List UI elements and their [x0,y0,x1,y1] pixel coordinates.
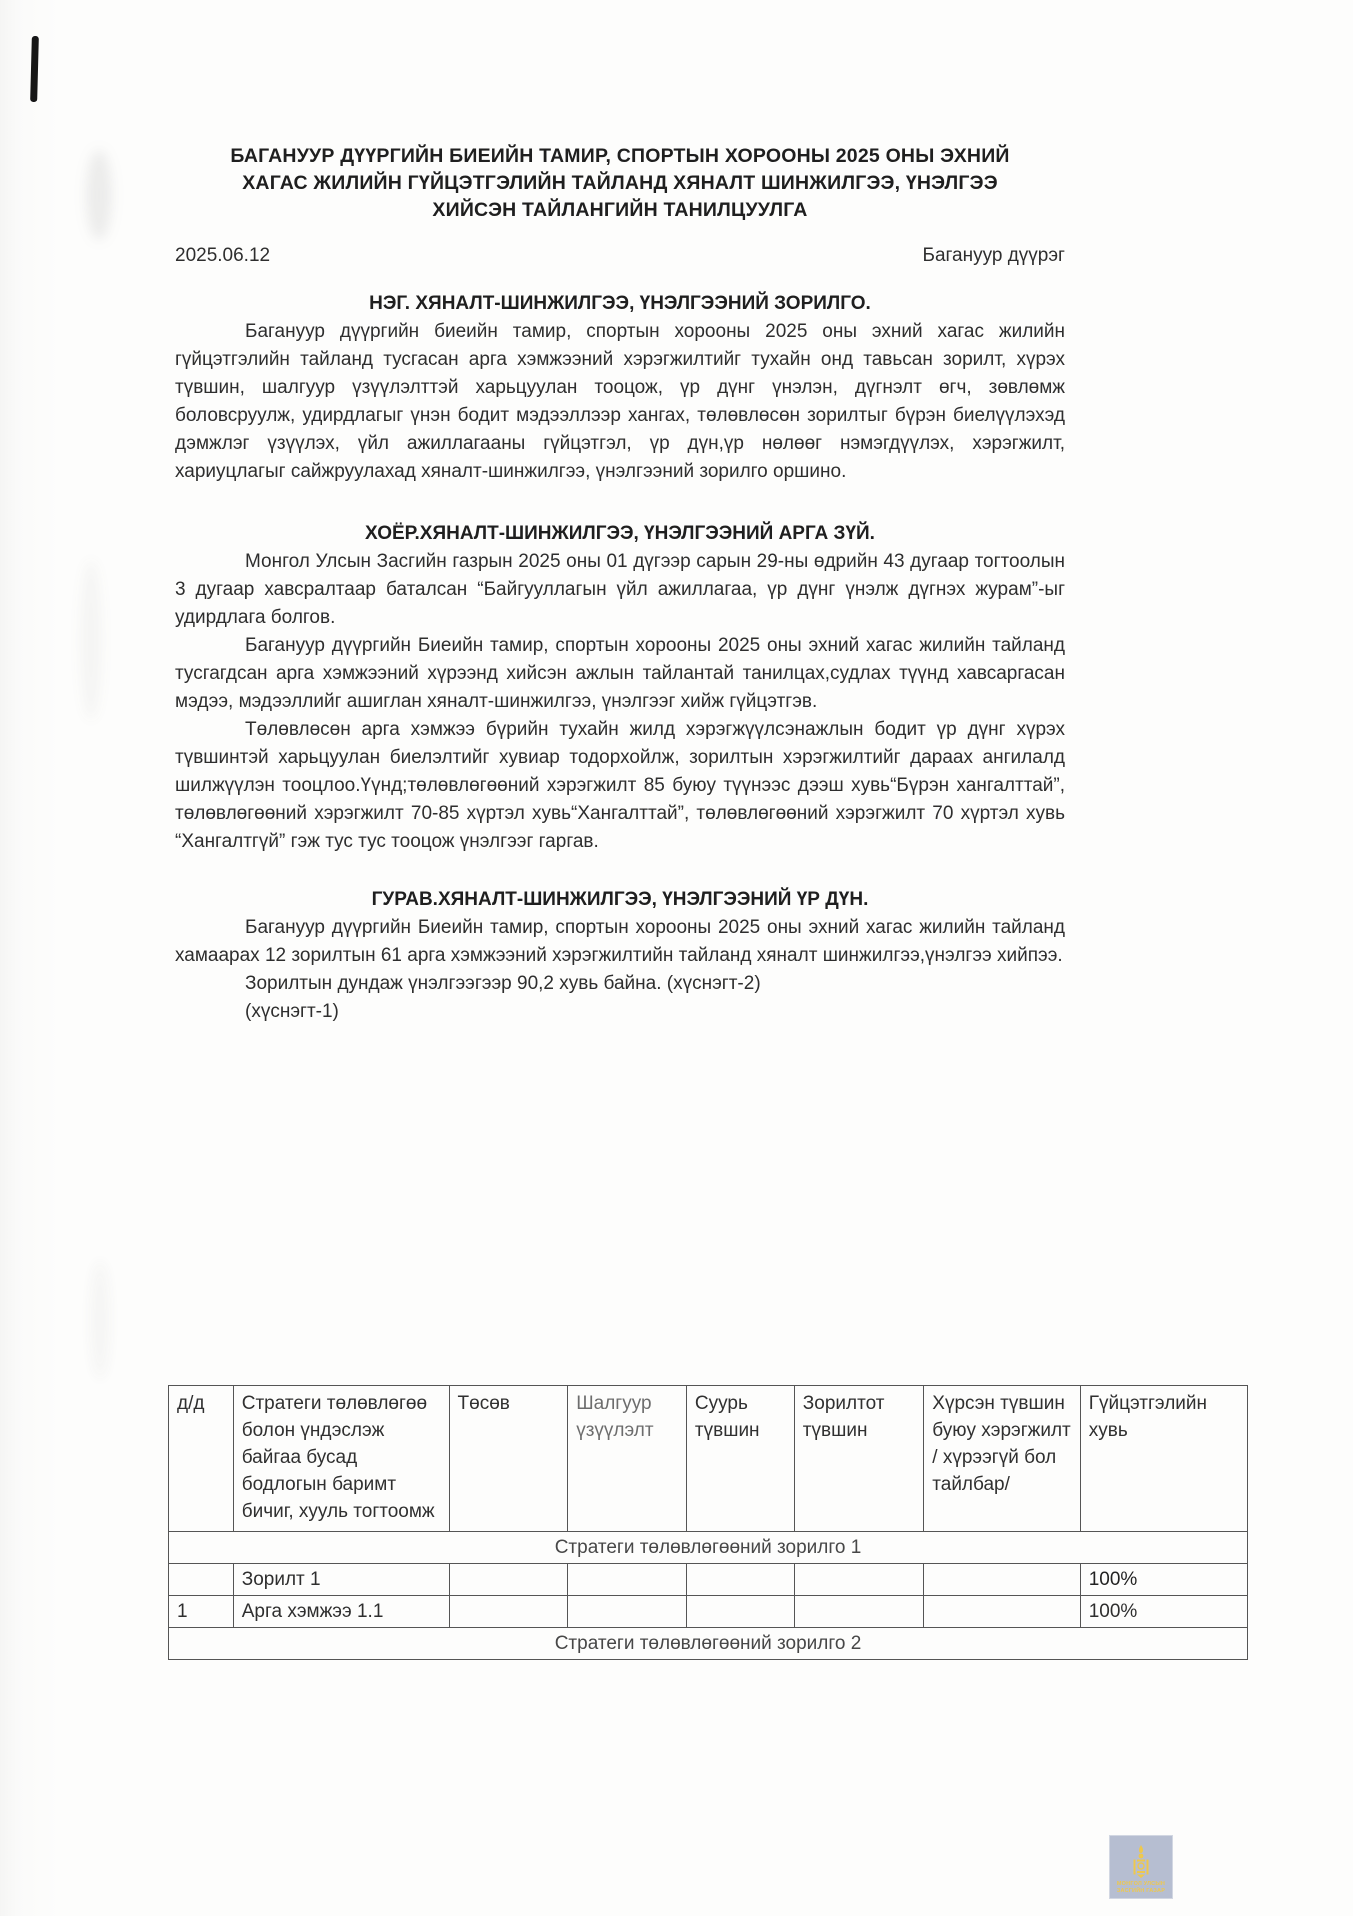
table-section-row [169,1628,1248,1660]
cell-index [169,1564,234,1596]
col-header-target: Зорилтот түвшин [794,1386,923,1532]
col-header-strategy: Стратеги төлөвлөгөө болон үндэслэж байгаа бусад бодлогын баримт бичиг, хууль тогтоомж [233,1386,449,1532]
cell-strategy: Зорилт 1 [233,1564,449,1596]
cell-criteria [568,1596,687,1628]
cell-achieved [924,1564,1080,1596]
scan-smudge [90,1260,110,1380]
table-row [169,1596,1248,1628]
cell-baseline [686,1596,794,1628]
table-header-row [169,1386,1248,1532]
scan-smudge [80,560,102,720]
col-header-achieved: Хүрсэн түвшин буюу хэрэгжилт / хүрээгүй бол тайлбар/ [924,1386,1080,1532]
cell-target [794,1564,923,1596]
scan-ink-mark [30,36,39,102]
document-date: 2025.06.12 [175,245,271,266]
scan-smudge [86,150,112,240]
paragraph: Багануур дүүргийн Биеийн тамир, спортын хорооны 2025 оны эхний хагас жилийн тайланд тусгагдсан арга хэмжээний хүрээнд хийсэн ажлын тайлантай танилцах,судлах түүнд хавсаргасан мэдээ, мэдээллийг ашиглан хяналт-шинжилгээ, үнэлгээг хийж гүйцэтгэв. [175,635,1065,712]
document-location: Багануур дүүрэг [922,245,1065,266]
col-header-baseline: Суурь түвшин [686,1386,794,1532]
logo-text-line2: ЗАСГИЙН ГАЗАР [1116,1887,1166,1894]
table-row [169,1564,1248,1596]
paragraph: Монгол Улсын Засгийн газрын 2025 оны 01 дүгээр сарын 29-ны өдрийн 43 дугаар тогтоолын 3 дугаар хавсралтаар баталсан “Байгууллагын үйл ажиллагаа, үр дүнг үнэлж дүгнэх журам”-ыг удирдлага болгов. [175,551,1065,628]
paragraph: Зорилтын дундаж үнэлгээгээр 90,2 хувь байна. (хүснэгт-2) [245,973,761,994]
cell-budget [449,1564,568,1596]
cell-achieved [924,1596,1080,1628]
government-watermark-logo [1110,1836,1172,1898]
logo-text-line1: МОНГОЛ УЛСЫН [1116,1881,1166,1887]
soyombo-icon [1131,1845,1151,1879]
cell-index: 1 [169,1596,234,1628]
section-heading-2: ХОЁР.ХЯНАЛТ-ШИНЖИЛГЭЭ, ҮНЭЛГЭЭНИЙ АРГА ЗҮЙ. [365,523,875,544]
date-row [175,242,1065,270]
cell-performance: 100% [1080,1564,1247,1596]
section-row-label: Стратеги төлөвлөгөөний зорилго 2 [169,1628,1248,1660]
col-header-performance: Гүйцэтгэлийн хувь [1080,1386,1247,1532]
cell-strategy: Арга хэмжээ 1.1 [233,1596,449,1628]
paragraph: Төлөвлөсөн арга хэмжээ бүрийн тухайн жилд хэрэгжүүлсэнажлын бодит үр дүнг хүрэх түвшинтэй харьцуулан биелэлтийг хувиар тодорхойлж, зорилтын хэрэгжилтийг дараах ангилалд шилжүүлэн тооцлоо.Үүнд;төлөвлөгөөний хэрэгжилт 85 буюу түүнээс дээш хувь“Бүрэн хангалттай”, төлөвлөгөөний хэрэгжилт 70-85 хүртэл хувь“Хангалттай”, төлөвлөгөөний хэрэгжилт 70 хүртэл хувь “Хангалтгүй” гэж тус тус тооцож үнэлгээг гаргав. [175,719,1065,852]
section-row-label: Стратеги төлөвлөгөөний зорилго 1 [169,1532,1248,1564]
evaluation-table [168,1385,1248,1660]
col-header-index: д/д [169,1386,234,1532]
cell-target [794,1596,923,1628]
paragraph: Багануур дүүргийн биеийн тамир, спортын хорооны 2025 оны эхний хагас жилийн гүйцэтгэлийн тайланд тусгасан арга хэмжээний хэрэгжилтийг тухайн онд тавьсан зорилт, хүрэх түвшин, шалгуур үзүүлэлттэй харьцуулан тооцож, үр дүнг үнэлэн, дүгнэлт өгч, зөвлөмж боловсруулж, удирдлагыг үнэн бодит мэдээллээр хангах, төлөвлөсөн зорилтыг бүрэн биелүүлэхэд дэмжлэг үзүүлэх, үйл ажиллагааны гүйцэтгэл, үр дүн,үр нөлөөг нэмэгдүүлэх, хэрэгжилт, хариуцлагыг сайжруулахад хяналт-шинжилгээ, үнэлгээний зорилго оршино. [175,321,1065,482]
document-content [175,143,1065,1026]
cell-performance: 100% [1080,1596,1247,1628]
cell-criteria [568,1564,687,1596]
logo-text [1117,1881,1165,1898]
section-heading-1: НЭГ. ХЯНАЛТ-ШИНЖИЛГЭЭ, ҮНЭЛГЭЭНИЙ ЗОРИЛГО. [369,293,871,314]
table-label: (хүснэгт-1) [245,1001,339,1022]
cell-budget [449,1596,568,1628]
document-title: БАГАНУУР ДҮҮРГИЙН БИЕИЙН ТАМИР, СПОРТЫН ХОРООНЫ 2025 ОНЫ ЭХНИЙ ХАГАС ЖИЛИЙН ГҮЙЦЭТГЭЛИЙН ТАЙЛАНД ХЯНАЛТ ШИНЖИЛГЭЭ, ҮНЭЛГЭЭ ХИЙСЭН ТАЙЛАНГИЙН ТАНИЛЦУУЛГА [230,145,1010,221]
col-header-budget: Төсөв [449,1386,568,1532]
table-section-row [169,1532,1248,1564]
paragraph: Багануур дүүргийн Биеийн тамир, спортын хорооны 2025 оны эхний хагас жилийн тайланд хамаарах 12 зорилтын 61 арга хэмжээний хэрэгжилтийн тайланд хяналт шинжилгээ,үнэлгээ хийпээ. [175,917,1065,966]
section-heading-3: ГУРАВ.ХЯНАЛТ-ШИНЖИЛГЭЭ, ҮНЭЛГЭЭНИЙ ҮР ДҮН. [371,889,869,910]
cell-baseline [686,1564,794,1596]
col-header-criteria: Шалгуур үзүүлэлт [568,1386,687,1532]
